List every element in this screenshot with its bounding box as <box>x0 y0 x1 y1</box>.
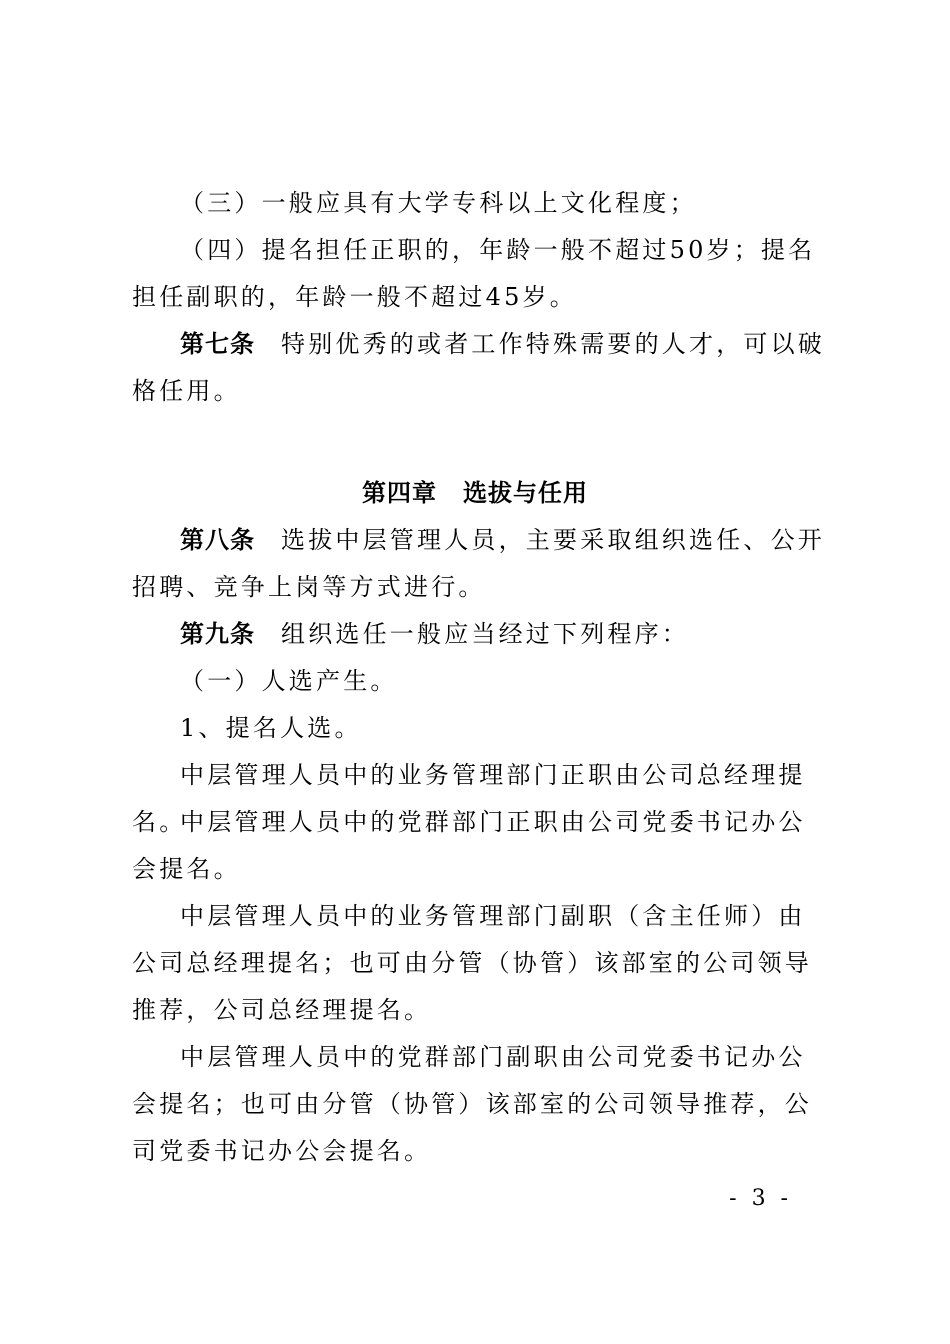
paragraph-item-3: （三）一般应具有大学专科以上文化程度； <box>180 189 697 217</box>
chapter-title: 选拔与任用 <box>463 479 588 507</box>
paragraph-party-deputy: 中层管理人员中的党群部门副职由公司党委书记办公会提名；也可由分管（协管）该部室的公司领导推荐，公司党委书记办公会提名。 <box>132 1043 812 1165</box>
paragraph-party-head: 中层管理人员中的党群部门正职由公司党委书记办公会提名。 <box>132 808 806 883</box>
paragraph-item-1: （一）人选产生。 <box>180 667 398 695</box>
article-9-lead: 第九条 <box>180 620 255 648</box>
article-9 <box>132 611 832 658</box>
chapter-heading <box>0 470 950 517</box>
article-8-lead: 第八条 <box>180 526 255 554</box>
article-9-text: 组织选任一般应当经过下列程序： <box>281 620 689 648</box>
paragraph-item-4: （四）提名担任正职的，年龄一般不超过50岁；提名担任副职的，年龄一般不超过45岁。 <box>132 236 816 311</box>
paragraph-business-head: 中层管理人员中的业务管理部门正职由公司总经理提名。 <box>132 761 806 836</box>
article-7-text: 特别优秀的或者工作特殊需要的人才，可以破格任用。 <box>132 330 825 405</box>
paragraph-sub-1: 1、提名人选。 <box>180 714 362 742</box>
article-8-text: 选拔中层管理人员，主要采取组织选任、公开招聘、竞争上岗等方式进行。 <box>132 526 825 601</box>
article-7-lead: 第七条 <box>180 330 255 358</box>
paragraph-business-deputy: 中层管理人员中的业务管理部门副职（含主任师）由公司总经理提名；也可由分管（协管）该部室的公司领导推荐，公司总经理提名。 <box>132 902 812 1024</box>
article-7 <box>132 321 832 415</box>
chapter-number: 第四章 <box>362 479 437 507</box>
page-number: - 3 - <box>729 1186 792 1211</box>
article-8 <box>132 517 832 611</box>
